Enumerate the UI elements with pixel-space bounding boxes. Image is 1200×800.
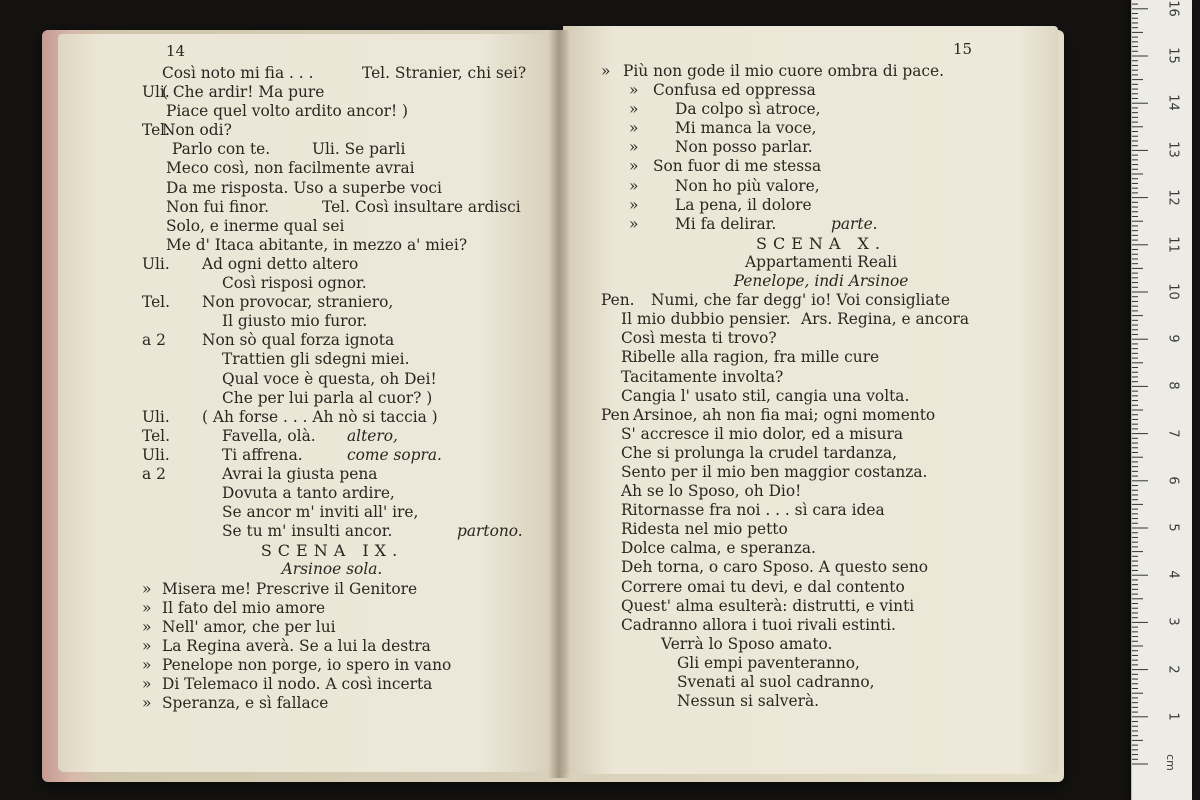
- verse-text: Mi fa delirar.: [675, 214, 777, 233]
- measuring-ruler: [1131, 0, 1192, 800]
- verse-text: Misera me! Prescrive il Genitore: [162, 579, 418, 598]
- speaker-label: Pen.: [601, 291, 635, 310]
- verse-text: La pena, il dolore: [675, 195, 812, 214]
- verse-text: Se tu m' insulti ancor.: [222, 522, 393, 541]
- verse-tail: Tel. Stranier, chi sei?: [362, 64, 527, 82]
- verse-text: Piace quel volto ardito ancor! ): [166, 102, 409, 121]
- verse-tail: Ars. Regina, e ancora: [801, 310, 970, 329]
- verse-text: Così noto mi fia . . .: [162, 64, 314, 82]
- verse-text: ( Che ardir! Ma pure: [162, 83, 325, 102]
- ruler-label: 11: [1165, 236, 1181, 253]
- verse-text: Nell' amor, che per lui: [162, 617, 336, 636]
- verse-tail: Tel. Così insultare ardisci: [322, 197, 521, 216]
- verse-text: Il fato del mio amore: [162, 598, 326, 617]
- quote-mark: »: [629, 138, 639, 157]
- stage-heading: Penelope, indi Arsinoe: [733, 272, 909, 291]
- verse-text: Così risposi ognor.: [222, 274, 367, 293]
- verse-text: Tacitamente involta?: [621, 367, 784, 386]
- verse-text: Numi, che far degg' io! Voi consigliate: [651, 291, 950, 310]
- verse-text: Di Telemaco il nodo. A così incerta: [162, 675, 433, 693]
- speaker-label: Uli.: [142, 407, 170, 426]
- verse-text: Parlo con te.: [172, 140, 271, 159]
- speaker-label: a 2: [142, 331, 166, 350]
- verse-text: Se ancor m' inviti all' ire,: [222, 503, 419, 522]
- verse-text: Dolce calma, e speranza.: [621, 539, 816, 558]
- quote-mark: »: [629, 214, 639, 233]
- quote-mark: »: [142, 675, 152, 693]
- verse-text: Deh torna, o caro Sposo. A questo seno: [621, 558, 929, 577]
- verse-text: Che per lui parla al cuor? ): [222, 388, 433, 407]
- location-heading: Appartamenti Reali: [744, 252, 898, 271]
- verse-text: Arsinoe, ah non fia mai; ogni momento: [633, 405, 936, 424]
- ruler-label: 5: [1165, 523, 1181, 532]
- verse-text: Cangia l' usato stil, cangia una volta.: [621, 386, 910, 405]
- verse-text: Trattien gli sdegni miei.: [222, 350, 410, 369]
- verse-text: Me d' Itaca abitante, in mezzo a' miei?: [166, 235, 468, 254]
- speaker-label: a 2: [142, 464, 166, 483]
- stage-heading: Arsinoe sola.: [281, 560, 383, 579]
- verse-text: Correre omai tu devi, e dal contento: [621, 577, 905, 596]
- ruler-label: 3: [1165, 617, 1181, 627]
- verse-text: Meco così, non facilmente avrai: [166, 159, 415, 178]
- ruler-label: 15: [1165, 47, 1181, 64]
- quote-mark: »: [142, 636, 152, 655]
- verse-text: Non provocar, straniero,: [202, 293, 394, 312]
- verse-text: Speranza, e sì fallace: [162, 694, 329, 713]
- verse-text: ( Ah forse . . . Ah nò si taccia ): [202, 407, 438, 426]
- speaker-label: Tel.: [142, 293, 170, 312]
- verse-text: Qual voce è questa, oh Dei!: [222, 369, 437, 388]
- verse-text: La Regina averà. Se a lui la destra: [162, 636, 431, 655]
- verse-text: Quest' alma esulterà: distrutti, e vinti: [621, 596, 915, 615]
- ruler-label: 12: [1165, 188, 1181, 206]
- quote-mark: »: [142, 579, 152, 598]
- verse-text: Verrà lo Sposo amato.: [661, 634, 833, 653]
- quote-mark: »: [629, 81, 639, 100]
- ruler-label: 10: [1165, 283, 1181, 300]
- quote-mark: »: [142, 694, 152, 713]
- ruler-ticks: [1132, 0, 1192, 800]
- speaker-label: Uli.: [142, 254, 170, 273]
- speaker-label: Uli.: [142, 445, 170, 464]
- verse-text: Son fuor di me stessa: [653, 157, 822, 176]
- verse-tail: Uli. Se parli: [312, 140, 406, 159]
- ruler-label: 8: [1165, 381, 1181, 391]
- stage-direction: come sopra.: [347, 445, 442, 464]
- verse-text: Così mesta ti trovo?: [621, 329, 777, 348]
- verse-text: Non posso parlar.: [675, 138, 813, 157]
- verse-text: Ti affrena.: [222, 445, 303, 464]
- verse-text: Più non gode il mio cuore ombra di pace.: [623, 62, 945, 80]
- right-page: [563, 26, 1058, 774]
- verse-text: Che si prolunga la crudel tardanza,: [621, 443, 898, 462]
- quote-mark: »: [629, 119, 639, 138]
- verse-text: Ad ogni detto altero: [202, 254, 359, 273]
- ruler-label: 9: [1165, 334, 1181, 343]
- quote-mark: »: [142, 598, 152, 617]
- ruler-label: 13: [1165, 141, 1181, 159]
- verse-text: Cadranno allora i tuoi rivali estinti.: [621, 615, 896, 634]
- speaker-label: Uli.: [142, 83, 170, 102]
- quote-mark: »: [629, 157, 639, 176]
- ruler-unit: cm: [1163, 754, 1177, 771]
- ruler-label: 14: [1165, 94, 1181, 111]
- verse-text: Non ho più valore,: [675, 176, 820, 195]
- verse-text: Sento per il mio ben maggior costanza.: [621, 462, 928, 481]
- verse-text: S' accresce il mio dolor, ed a misura: [621, 424, 904, 443]
- left-page: [58, 34, 555, 772]
- ruler-label: 1: [1165, 712, 1181, 721]
- stage-direction: altero,: [347, 426, 398, 445]
- verse-text: Mi manca la voce,: [675, 119, 817, 138]
- verse-text: Ritornasse fra noi . . . sì cara idea: [621, 501, 885, 520]
- verse-text: Non fui finor.: [166, 197, 269, 216]
- verse-text: Solo, e inerme qual sei: [166, 216, 345, 235]
- scene-heading: SCENA X.: [756, 233, 886, 253]
- left-page-number: 14: [166, 42, 186, 60]
- verse-text: Svenati al suol cadranno,: [677, 673, 875, 691]
- quote-mark: »: [629, 195, 639, 214]
- quote-mark: »: [629, 100, 639, 119]
- ruler-label: 16: [1165, 0, 1181, 17]
- verse-text: Confusa ed oppressa: [653, 81, 816, 100]
- verse-text: Penelope non porge, io spero in vano: [162, 655, 452, 674]
- book-gutter: [548, 30, 570, 778]
- ruler-label: 6: [1165, 476, 1181, 485]
- stage-direction: parte.: [831, 214, 878, 233]
- quote-mark: »: [142, 655, 152, 674]
- verse-text: Ribelle alla ragion, fra mille cure: [621, 348, 880, 367]
- verse-text: Il giusto mio furor.: [222, 312, 368, 331]
- verse-text: Avrai la giusta pena: [222, 464, 378, 483]
- verse-text: Dovuta a tanto ardire,: [222, 484, 395, 503]
- speaker-label: Tel.: [142, 121, 170, 140]
- verse-text: Il mio dubbio pensier.: [621, 310, 791, 329]
- speaker-label: Pen: [601, 405, 630, 424]
- verse-text: Da colpo sì atroce,: [675, 100, 821, 119]
- verse-text: Da me risposta. Uso a superbe voci: [166, 178, 442, 197]
- verse-text: Ah se lo Sposo, oh Dio!: [621, 482, 802, 501]
- verse-text: Non odi?: [162, 121, 232, 140]
- verse-text: Ridesta nel mio petto: [621, 520, 788, 539]
- ruler-label: 2: [1165, 664, 1181, 674]
- scene-heading: SCENA IX.: [260, 541, 404, 561]
- ruler-label: 7: [1165, 428, 1181, 438]
- speaker-label: Tel.: [142, 426, 170, 445]
- quote-mark: »: [601, 62, 611, 80]
- verse-text: Nessun si salverà.: [677, 692, 820, 711]
- ruler-label: 4: [1165, 570, 1181, 579]
- verse-text: Non sò qual forza ignota: [202, 331, 395, 350]
- quote-mark: »: [629, 176, 639, 195]
- quote-mark: »: [142, 617, 152, 636]
- verse-text: Gli empi paventeranno,: [677, 653, 860, 672]
- right-page-number: 15: [953, 40, 973, 58]
- verse-text: Favella, olà.: [222, 426, 316, 445]
- stage-direction: partono.: [457, 522, 523, 541]
